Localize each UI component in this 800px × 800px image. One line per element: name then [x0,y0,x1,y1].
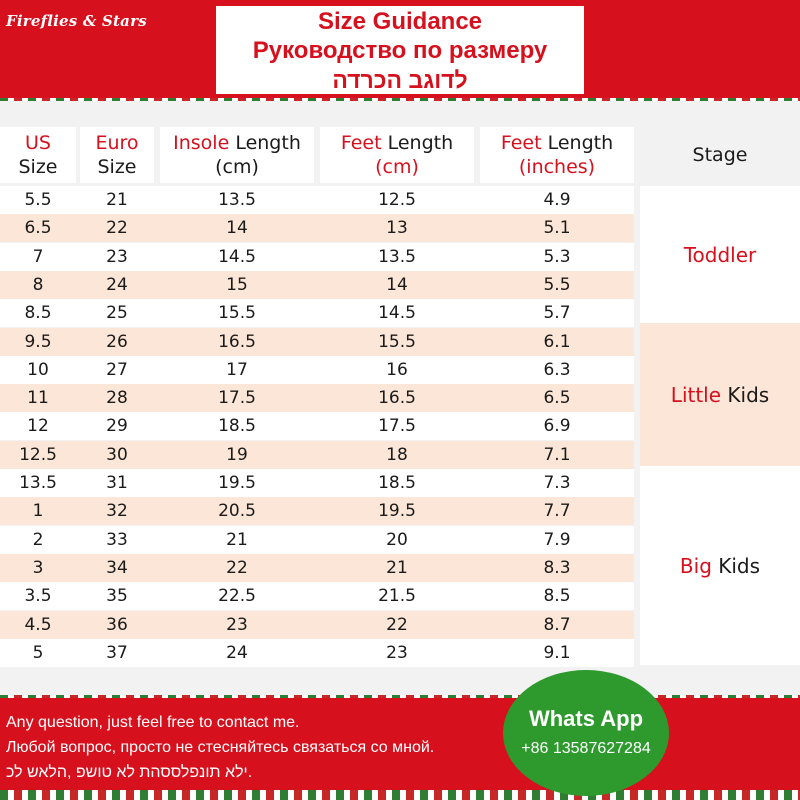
cell-us-size: 8.5 [24,303,52,324]
cell-euro-size: 24 [106,274,128,295]
cell-euro-size: 28 [106,388,128,409]
cell-euro-size: 36 [106,614,128,635]
cell-feet-length-cm: 15.5 [378,331,416,352]
whatsapp-badge[interactable] [503,670,669,796]
cell-insole-length: 15 [226,274,248,295]
cell-feet-length-inches: 5.1 [543,218,571,239]
cell-feet-length-cm: 20 [386,529,408,550]
cell-feet-length-inches: 4.9 [543,190,571,210]
table-row [0,639,634,667]
table-row [0,186,634,214]
cell-insole-length: 22 [226,557,248,578]
cell-feet-length-inches: 6.3 [543,359,571,380]
table-row [0,469,634,497]
cell-feet-length-cm: 18 [386,444,408,465]
cell-insole-length: 21 [226,529,248,550]
cell-feet-length-cm: 16 [386,359,408,380]
cell-feet-length-inches: 9.1 [543,642,571,663]
cell-insole-length: 14.5 [218,246,256,267]
cell-euro-size: 25 [106,303,128,324]
page-title-hebrew: לדוגב הכרדה [332,67,468,93]
cell-feet-length-cm: 23 [386,642,408,663]
cell-euro-size: 22 [106,218,128,239]
cell-us-size: 5 [32,642,44,663]
table-row [0,441,634,469]
brand-logo: Fireflies & Stars [6,12,147,30]
cell-insole-length: 23 [226,614,248,635]
cell-feet-length-cm: 17.5 [378,416,416,437]
table-row [0,582,634,610]
cell-euro-size: 29 [106,416,128,437]
header-feet-length-cm: Feet Length (cm) [320,127,474,183]
header-insole-length: Insole Length (cm) [160,127,314,183]
cell-euro-size: 23 [106,246,128,267]
cell-feet-length-inches: 5.3 [543,246,571,267]
header-euro-size: Euro Size [80,127,154,183]
table-row [0,328,634,356]
table-row [0,384,634,412]
cell-insole-length: 13.5 [218,190,256,210]
cell-insole-length: 14 [226,218,248,239]
cell-euro-size: 26 [106,331,128,352]
cell-feet-length-cm: 18.5 [378,473,416,493]
cell-euro-size: 27 [106,359,128,380]
cell-feet-length-cm: 14.5 [378,303,416,324]
cell-us-size: 7 [32,246,44,267]
cell-insole-length: 19.5 [218,473,256,493]
cell-feet-length-cm: 22 [386,614,408,635]
cell-us-size: 10 [27,359,49,380]
cell-feet-length-cm: 12.5 [378,190,416,210]
cell-insole-length: 19 [226,444,248,465]
cell-feet-length-cm: 19.5 [378,501,416,522]
cell-insole-length: 17 [226,359,248,380]
cell-feet-length-inches: 8.5 [543,586,571,607]
whatsapp-phone: +86 13587627284 [521,740,651,757]
cell-us-size: 5.5 [24,190,52,210]
cell-feet-length-inches: 7.9 [543,529,571,550]
size-table [0,101,800,695]
table-row [0,299,634,327]
title-box [216,6,584,94]
cell-feet-length-inches: 7.1 [543,444,571,465]
cell-feet-length-cm: 21.5 [378,586,416,607]
header-us-size: US Size [0,127,76,183]
cell-insole-length: 17.5 [218,388,256,409]
cell-us-size: 3.5 [24,586,52,607]
table-row [0,412,634,440]
table-row [0,611,634,639]
cell-feet-length-cm: 13.5 [378,246,416,267]
cell-us-size: 6.5 [24,218,52,239]
contact-text-russian: Любой вопрос, просто не стесняйтесь связаться со мной. [6,739,435,756]
contact-text-english: Any question, just feel free to contact me. [6,714,300,731]
page-title-russian: Руководство по размеру [252,37,548,64]
cell-us-size: 2 [32,529,44,550]
cell-us-size: 9.5 [24,331,52,352]
cell-euro-size: 30 [106,444,128,465]
cell-us-size: 13.5 [19,473,57,493]
cell-euro-size: 31 [106,473,128,493]
cell-feet-length-inches: 6.5 [543,388,571,409]
page-title: Size Guidance [317,8,483,35]
table-row [0,271,634,299]
cell-feet-length-inches: 5.7 [543,303,571,324]
table-row [0,243,634,271]
cell-us-size: 12.5 [19,444,57,465]
header-feet-length-inches: Feet Length (inches) [480,127,634,183]
cell-euro-size: 32 [106,501,128,522]
cell-feet-length-cm: 14 [386,274,408,295]
cell-euro-size: 33 [106,529,128,550]
cell-feet-length-inches: 8.7 [543,614,571,635]
cell-insole-length: 20.5 [218,501,256,522]
cell-insole-length: 16.5 [218,331,256,352]
cell-feet-length-cm: 16.5 [378,388,416,409]
cell-us-size: 11 [27,388,49,409]
header-stage: Stage [640,127,800,183]
cell-feet-length-cm: 21 [386,557,408,578]
cell-us-size: 4.5 [24,614,52,635]
header-banner [0,0,800,98]
cell-insole-length: 15.5 [218,303,256,324]
cell-feet-length-inches: 5.5 [543,274,571,295]
table-row [0,526,634,554]
table-row [0,554,634,582]
cell-us-size: 12 [27,416,49,437]
cell-us-size: 3 [32,557,44,578]
cell-feet-length-inches: 6.9 [543,416,571,437]
cell-us-size: 8 [32,274,44,295]
stage-toddler: Toddler [640,186,800,323]
table-row [0,497,634,525]
footer-divider-bottom [0,790,800,800]
cell-feet-length-inches: 7.7 [543,501,571,522]
cell-euro-size: 21 [106,190,128,210]
cell-euro-size: 34 [106,557,128,578]
stage-little-kids: Little Kids [640,323,800,466]
cell-feet-length-inches: 7.3 [543,473,571,493]
table-row [0,356,634,384]
cell-insole-length: 18.5 [218,416,256,437]
cell-us-size: 1 [32,501,44,522]
whatsapp-label: Whats App [528,706,644,731]
cell-feet-length-inches: 6.1 [543,331,571,352]
cell-euro-size: 35 [106,586,128,607]
cell-feet-length-cm: 13 [386,218,408,239]
contact-text-hebrew: ילא תונפלססהת לא טושפ ,הלאש לכ. [6,764,253,781]
cell-insole-length: 24 [226,642,248,663]
cell-feet-length-inches: 8.3 [543,557,571,578]
cell-insole-length: 22.5 [218,586,256,607]
stage-big-kids: Big Kids [640,466,800,665]
table-row [0,214,634,242]
cell-euro-size: 37 [106,642,128,663]
